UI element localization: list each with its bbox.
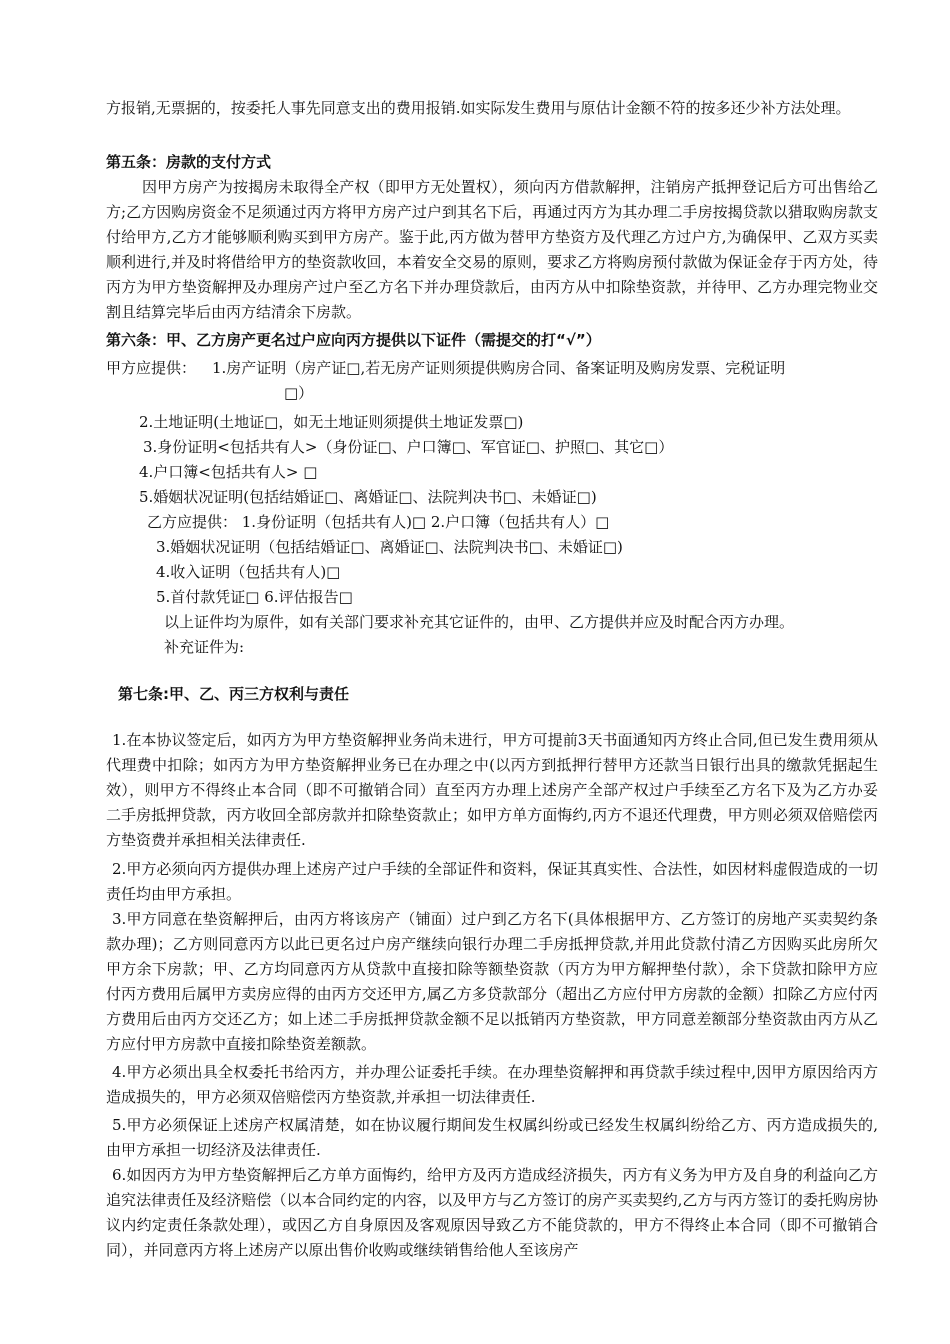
- article-7-clause-5: 5.甲方必须保证上述房产权属清楚，如在协议履行期间发生权属纠纷或已经发生权属纠纷给乙方、丙方造成损失的,由甲方承担一切经济及法律责任.: [106, 1116, 878, 1159]
- article-5-body: 因甲方房产为按揭房未取得全产权（即甲方无处置权），须向丙方借款解押，注销房产抵押登记后方可出售给乙方;乙方因购房资金不足须通过丙方将甲方房产过户到其名下后，再通过丙方为其办理二手房按揭贷款以猎取购房款支付给甲方,乙方才能够顺利购买到甲方房产。鉴于此,丙方做为替甲方垫资方及代理乙方过户方,为确保甲、乙双方买卖顺利进行,并及时将借给甲方的垫资款收回，本着安全交易的原则，要求乙方将购房预付款做为保证金存于丙方处，待丙方为甲方垫资解押及办理房产过户至乙方名下并办理贷款后，由丙方从中扣除垫资款，并待甲、乙方办理完物业交割且结算完毕后由丙方结清余下房款。: [106, 178, 878, 321]
- article-5-title: 第五条：房款的支付方式: [106, 153, 272, 171]
- intro-paragraph: 方报销,无票据的，按委托人事先同意支出的费用报销.如实际发生费用与原估计金额不符的按多还少补方法处理。: [106, 99, 851, 117]
- article-7-clause-4: 4.甲方必须出具全权委托书给丙方，并办理公证委托手续。在办理垫资解押和再贷款手续过程中,因甲方原因给丙方造成损失的，甲方必须双倍赔偿丙方垫资款,并承担一切法律责任.: [106, 1063, 878, 1106]
- party-a-item-1-cont: □）: [284, 384, 314, 402]
- party-a-item-1: 1.房产证明（房产证□,若无房产证则须提供购房合同、备案证明及购房发票、完税证明: [212, 359, 786, 377]
- article-7-clause-3: 3.甲方同意在垫资解押后，由丙方将该房产（铺面）过户到乙方名下(具体根据甲方、乙方签订的房地产买卖契约条款办理)；乙方则同意丙方以此已更名过户房产继续向银行办理二手房抵押贷款,并用此贷款付清乙方因购买此房所欠甲方余下房款；甲、乙方均同意丙方从贷款中直接扣除等额垫资款（丙方为甲方解押垫付款），余下贷款扣除甲方应付丙方费用后属甲方卖房应得的由丙方交还甲方,属乙方多贷款部分（超出乙方应付甲方房款的金额）扣除乙方应付丙方费用后由丙方交还乙方；如上述二手房抵押贷款金额不足以抵销丙方垫资款，甲方同意差额部分垫资款由丙方从乙方应付甲方房款中直接扣除垫资差额款。: [106, 910, 878, 1053]
- article-7-clause-6: 6.如因丙方为甲方垫资解押后乙方单方面悔约，给甲方及丙方造成经济损失，丙方有义务为甲方及自身的利益向乙方追究法律责任及经济赔偿（以本合同约定的内容，以及甲方与乙方签订的房产买卖契约,乙方与丙方签订的委托购房协议内约定责任条款处理），或因乙方自身原因及客观原因导致乙方不能贷款的，甲方不得终止本合同（即不可撤销合同），并同意丙方将上述房产以原出售价收购或继续销售给他人至该房产: [106, 1166, 878, 1259]
- party-b-items-1-2: 乙方应提供： 1.身份证明（包括共有人)□ 2.户口簿（包括共有人）□: [147, 513, 610, 531]
- party-b-item-3: 3.婚姻状况证明（包括结婚证□、离婚证□、法院判决书□、未婚证□): [156, 538, 623, 556]
- party-b-items-5-6: 5.首付款凭证□ 6.评估报告□: [156, 588, 353, 606]
- article-6-note: 以上证件均为原件，如有关部门要求补充其它证件的，由甲、乙方提供并应及时配合丙方办理。: [164, 613, 795, 631]
- supplement-label: 补充证件为:: [164, 638, 245, 656]
- party-a-item-5: 5.婚姻状况证明(包括结婚证□、离婚证□、法院判决书□、未婚证□): [139, 488, 597, 506]
- party-a-label: 甲方应提供：: [106, 359, 197, 377]
- article-7-clause-1: 1.在本协议签定后，如丙方为甲方垫资解押业务尚未进行，甲方可提前3天书面通知丙方终止合同,但已发生费用须从代理费中扣除；如丙方为甲方垫资解押业务已在办理之中(以丙方到抵押行替甲方还款当日银行出具的缴款凭据起生效），则甲方不得终止本合同（即不可撤销合同）直至丙方办理上述房产全部产权过户手续至乙方名下及为乙方办妥二手房抵押贷款，丙方收回全部房款并扣除垫资款止；如甲方单方面悔约,丙方不退还代理费，甲方则必须双倍赔偿丙方垫资费并承担相关法律责任.: [106, 731, 878, 849]
- party-a-item-2: 2.土地证明(土地证□，如无土地证则须提供土地证发票□): [139, 413, 524, 431]
- article-7-clause-2: 2.甲方必须向丙方提供办理上述房产过户手续的全部证件和资料，保证其真实性、合法性，如因材料虚假造成的一切责任均由甲方承担。: [106, 860, 878, 903]
- article-7-title: 第七条:甲、乙、丙三方权利与责任: [118, 685, 350, 703]
- article-6-title: 第六条：甲、乙方房产更名过户应向丙方提供以下证件（需提交的打“√”）: [106, 331, 601, 349]
- party-a-item-4: 4.户口簿<包括共有人> □: [139, 463, 318, 481]
- party-a-item-3: 3.身份证明<包括共有人>（身份证□、户口簿□、军官证□、护照□、其它□）: [143, 438, 674, 456]
- party-b-item-4: 4.收入证明（包括共有人)□: [156, 563, 341, 581]
